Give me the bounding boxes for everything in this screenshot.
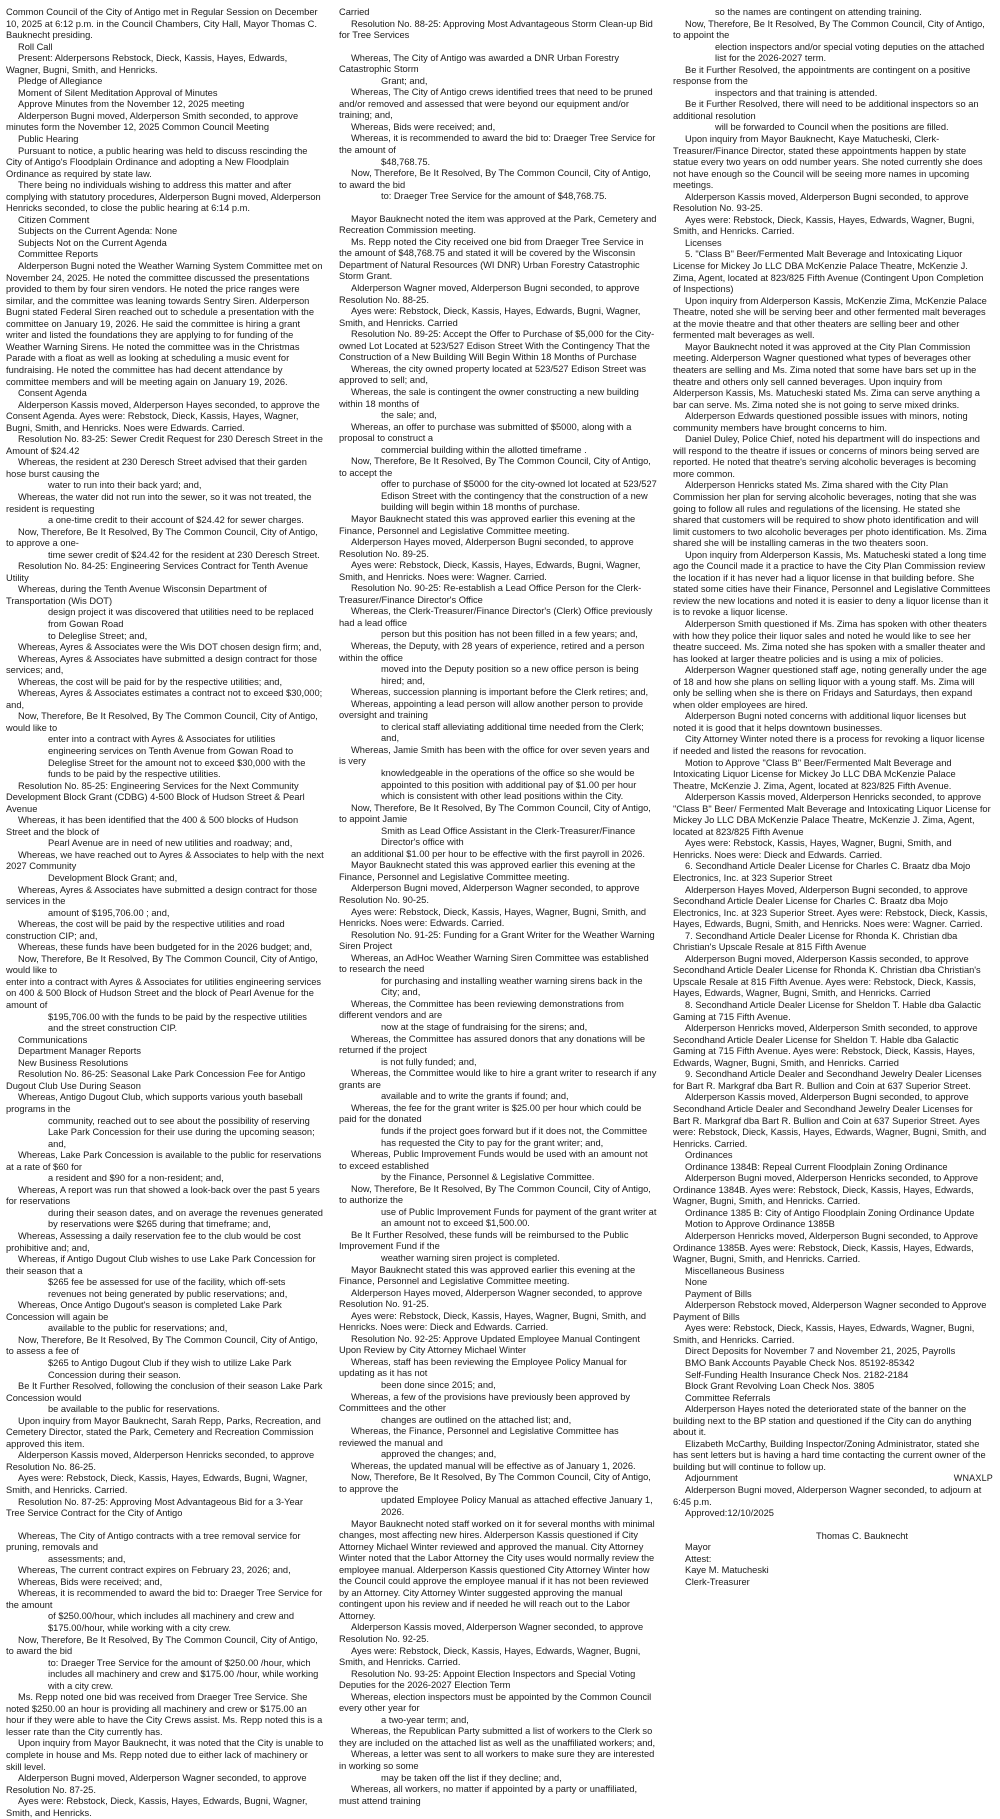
paragraph: Whereas, appointing a lead person will allow another person to provide oversight and training bbox=[339, 698, 643, 721]
paragraph: Adjournment bbox=[685, 1473, 738, 1484]
paragraph: weather warning siren project is completed. bbox=[381, 1252, 560, 1263]
paragraph: Ayes were: Rebstock, Kassis, Hayes, Wagner, Bugni, Smith, and Henricks. Noes were: Dieck and Edwards. Carried. bbox=[673, 838, 952, 860]
paragraph: Pursuant to notice, a public hearing was held to discuss rescinding the City of Antigo's Floodplain Ordinance and adopting a New Floodplain Ordinance as required by state law. bbox=[6, 145, 308, 179]
paragraph: Mayor Bauknecht stated this was approved earlier this evening at the Finance, Personnel and Legislative Committee meeting. bbox=[339, 1264, 636, 1287]
paragraph: Development Block Grant; and, bbox=[48, 873, 178, 884]
paragraph: Citizen Comment bbox=[18, 214, 90, 225]
paragraph: Resolution No. 86-25: Seasonal Lake Park Concession Fee for Antigo Dugout Club Use During Season bbox=[6, 1069, 306, 1091]
paragraph: Ms. Repp noted one bid was received from Draeger Tree Service. She noted $250.00 an hour is providing all machinery and crew or $175.00 an hour if they were able to have the City Crews assist. Ms. Repp noted this is a lesser rate than the City currently has. bbox=[6, 1692, 323, 1737]
paragraph: Alderperson Wagner moved, Alderperson Bugni seconded, to approve Resolution No. 88-25. bbox=[339, 283, 640, 305]
paragraph: Alderperson Henricks moved, Alderperson Bugni seconded, to Approve Ordinance 1385B. Ayes were: Rebstock, Dieck, Kassis, Hayes, Edwards, Wagner, Bugni, Smith, and Henricks. Carried. bbox=[673, 1230, 979, 1265]
paragraph: Alderperson Bugni moved, Alderperson Smith seconded, to approve minutes form the November 12, 2025 Common Council Meeting bbox=[6, 110, 299, 133]
paragraph: an additional $1.00 per hour to be effective with the first payroll in 2026. bbox=[351, 848, 645, 859]
paragraph: Licenses bbox=[685, 237, 722, 248]
paragraph: Whereas, Ayres & Associates estimates a contract not to exceed $30,000; and, bbox=[6, 688, 323, 710]
paragraph: Be It Further Resolved, these funds will be reimbursed to the Public Improvement Fund if the bbox=[339, 1229, 629, 1252]
paragraph: Alderperson Bugni moved, Alderperson Wagner seconded, to approve Resolution No. 90-25. bbox=[339, 883, 640, 906]
paragraph: Whereas, the Committee has been reviewing demonstrations from different vendors and are bbox=[339, 998, 624, 1021]
paragraph: Resolution No. 83-25: Sewer Credit Request for 230 Deresch Street in the Amount of $24.42 bbox=[6, 434, 323, 456]
paragraph: Direct Deposits for November 7 and November 21, 2025, Payrolls bbox=[685, 1346, 956, 1357]
paragraph: Whereas, Ayres & Associates have submitted a design contract for those services; and, bbox=[6, 653, 318, 676]
paragraph: Whereas, the Finance, Personnel and Legislative Committee has reviewed the manual and bbox=[339, 1426, 619, 1448]
paragraph: Alderperson Bugni moved, Alderperson Wagner seconded, to approve Resolution No. 87-25. bbox=[6, 1773, 307, 1795]
paragraph: Resolution No. 89-25: Accept the Offer to Purchase of $5,000 for the City-owned Lot Located at 523/527 Edison Street With the Contingency That the Construction of a New Building Will Begin Within 18 Months of Purchase bbox=[339, 329, 655, 363]
paragraph: Whereas, Once Antigo Dugout's season is completed Lake Park Concession will again be bbox=[6, 1300, 282, 1322]
paragraph: Resolution No. 90-25: Re-establish a Lead Office Person for the Clerk-Treasurer/Finance Director's Office bbox=[339, 583, 642, 605]
paragraph: time sewer credit of $24.42 for the resident at 230 Deresch Street. bbox=[48, 549, 320, 560]
paragraph: so the names are contingent on attending training. bbox=[715, 7, 922, 17]
paragraph: Whereas, a few of the provisions have previously been approved by Committees and the other bbox=[339, 1391, 631, 1414]
paragraph: enter into a contract with Ayres & Associates for utilities engineering services on Tenth Avenue from Gowan Road to Deleglise Street for the amount not to exceed $30,000 with the funds to be paid by the respective utilities. bbox=[48, 734, 306, 780]
paragraph: Whereas, we have reached out to Ayres & Associates to help with the next 2027 Community bbox=[6, 849, 324, 872]
paragraph: 9. Secondhand Article Dealer and Secondhand Jewelry Dealer Licenses for Bart R. Markgraf dba Bart R. Bullion and Coin at 637 Superior Street. bbox=[673, 1069, 982, 1091]
paragraph: Whereas, Bids were received; and, bbox=[18, 1576, 163, 1587]
paragraph: Ordinance 1385 B: City of Antigo Floodplain Zoning Ordinance Update bbox=[685, 1207, 975, 1218]
paragraph: Subjects on the Current Agenda: None bbox=[18, 226, 178, 237]
paragraph: Mayor Bauknecht noted the item was approved at the Park, Cemetery and Recreation Commission meeting. bbox=[339, 213, 657, 236]
paragraph: Alderperson Hayes moved, Alderperson Wagner seconded, to approve Resolution No. 91-25. bbox=[339, 1287, 643, 1310]
paragraph: Committee Reports bbox=[18, 249, 99, 260]
paragraph: enter into a contract with Ayres & Associates for utilities engineering services on 400 & 500 Block of Hudson Street and the block of Pearl Avenue for the amount of bbox=[6, 976, 322, 1011]
paragraph: Ayes were: Rebstock, Dieck, Kassis, Hayes, Edwards, Bugni, Wagner, Smith, and Henricks. bbox=[6, 1796, 308, 1818]
paragraph: Be it Further Resolved, the appointments are contingent on a positive response from the bbox=[673, 64, 971, 87]
paragraph: during their season dates, and on average the revenues generated by reservations were $265 during that timeframe; and, bbox=[48, 1207, 323, 1230]
paragraph: be available to the public for reservations. bbox=[48, 1404, 220, 1415]
paragraph: Alderperson Hayes Moved, Alderperson Bugni seconded, to approve Secondhand Article Dealer License for Charles C. Braatz dba Mojo Electronics, Inc. at 323 Superior Street. Ayes were: Rebstock, Dieck, Kassis, Hayes, Edwards, Bugni, Smith, and Henricks. Noes were: Wagner. Carried. bbox=[673, 884, 988, 930]
paragraph: 8. Secondhand Article Dealer License for Sheldon T. Hable dba Galactic Gaming at 715 Fifth Avenue. bbox=[673, 1000, 981, 1022]
paragraph: City Attorney Winter noted there is a process for revoking a liquor license if needed and listed the reasons for revocation. bbox=[673, 734, 985, 756]
paragraph: Whereas, the sale is contingent the owner constructing a new building within 18 months of bbox=[339, 386, 639, 409]
paragraph: Whereas, the fee for the grant writer is $25.00 per hour which could be paid for the donated bbox=[339, 1102, 642, 1125]
paragraph: Whereas, staff has been reviewing the Employee Policy Manual for updating as it has not bbox=[339, 1356, 627, 1379]
paragraph: Whereas, a letter was sent to all workers to make sure they are interested in working so some bbox=[339, 1749, 655, 1772]
text-column-1 bbox=[6, 7, 324, 1818]
paragraph: Alderperson Kassis moved, Alderperson Henricks seconded, to approve Resolution No. 86-25. bbox=[6, 1450, 315, 1472]
paragraph: available to the public for reservations; and, bbox=[48, 1323, 228, 1334]
paragraph: funds if the project goes forward but if it does not, the Committee has requested the City to pay for the grant writer; and, bbox=[381, 1125, 648, 1148]
paragraph: Alderperson Rebstock moved, Alderperson Wagner seconded to Approve Payment of Bills bbox=[673, 1300, 987, 1322]
paragraph: Whereas, the resident at 230 Deresch Street advised that their garden hose burst causing the bbox=[6, 457, 307, 479]
paragraph: Resolution No. 93-25: Appoint Election Inspectors and Special Voting Deputies for the 2026-2027 Election Term bbox=[339, 1668, 636, 1691]
paragraph: Now, Therefore, Be It Resolved, By The Common Council, City of Antigo, to award the bid bbox=[6, 1634, 318, 1657]
paragraph: Whereas, Antigo Dugout Club, which supports various youth baseball programs in the bbox=[6, 1092, 303, 1114]
paragraph: New Business Resolutions bbox=[18, 1057, 129, 1068]
paragraph: Mayor Bauknecht noted it was approved at the City Plan Commission meeting. Alderperson Wagner questioned what types of beverages other theaters are selling and Ms. Zima noted that some have bars set up in the theatre and others only sell canned beverages. Upon inquiry from Alderperson Kassis, Ms. Matucheski stated Ms. Zima can serve anything a bar can serve. Ms. Zima noted she is not going to serve mixed drinks. bbox=[673, 341, 980, 410]
paragraph: Mayor Bauknecht stated this was approved earlier this evening at the Finance, Personnel and Legislative Committee meeting. bbox=[339, 860, 636, 882]
paragraph: Alderperson Hayes noted the deteriorated state of the banner on the building next to the BP station and questioned if the City can do anything about it. bbox=[673, 1404, 972, 1438]
paragraph: Payment of Bills bbox=[685, 1288, 752, 1299]
paragraph: Be it Further Resolved, there will need to be additional inspectors so an additional resolution bbox=[673, 99, 979, 121]
paragraph: 6. Secondhand Article Dealer License for Charles C. Braatz dba Mojo Electronics, Inc. at 323 Superior Street bbox=[673, 861, 971, 884]
paragraph: Whereas, the cost will be paid by the respective utilities and road construction CIP; and, bbox=[6, 919, 285, 941]
publication-code: WNAXLP bbox=[953, 1473, 993, 1483]
paragraph: Now, Therefore, Be It Resolved, By The Common Council, City of Antigo, to accept the bbox=[339, 456, 651, 478]
paragraph: Resolution No. 88-25: Approving Most Advantageous Storm Clean-up Bid for Tree Services bbox=[339, 18, 653, 41]
paragraph: community, reached out to see about the possibility of reserving Lake Park Concession for their use during the upcoming season; and, bbox=[48, 1115, 315, 1149]
paragraph: Self-Funding Health Insurance Check Nos. 2182-2184 bbox=[685, 1369, 909, 1380]
paragraph: Whereas, Public Improvement Funds would be used with an amount not to exceed established bbox=[339, 1149, 648, 1171]
paragraph: Attest: bbox=[685, 1553, 712, 1564]
paragraph: Thomas C. Bauknecht bbox=[816, 1530, 908, 1541]
paragraph: will be forwarded to Council when the positions are filled. bbox=[715, 122, 949, 133]
paragraph: None bbox=[685, 1277, 708, 1288]
paragraph: approved the changes; and, bbox=[381, 1449, 497, 1460]
paragraph: Whereas, it is recommended to award the bid to: Draeger Tree Service for the amount of bbox=[339, 133, 656, 156]
paragraph: Grant; and, bbox=[381, 75, 428, 86]
paragraph: Resolution No. 91-25: Funding for a Grant Writer for the Weather Warning Siren Project bbox=[339, 929, 655, 952]
paragraph: Clerk-Treasurer bbox=[685, 1576, 750, 1587]
paragraph: Present: Alderpersons Rebstock, Dieck, Kassis, Hayes, Edwards, Wagner, Bugni, Smith, and Henricks. bbox=[6, 53, 288, 75]
paragraph: Alderperson Wagner questioned staff age, noting generally under the age of 18 and how she plans on selling liquor with a young staff. Ms. Zima will only be selling when she is there on Fridays and Saturdays, then expand when older employees are hired. bbox=[673, 665, 987, 710]
paragraph: Resolution No. 92-25: Approve Updated Employee Manual Contingent Upon Review by City Attorney Michael Winter bbox=[339, 1333, 640, 1356]
paragraph: Alderperson Bugni moved, Alderperson Henricks seconded, to Approve Ordinance 1384B. Ayes were: Rebstock, Dieck, Kassis, Hayes, Edwards, Wagner, Bugni, Smith, and Henricks. Carried. bbox=[673, 1173, 979, 1207]
paragraph: Whereas, these funds have been budgeted for in the 2026 budget; and, bbox=[18, 942, 313, 953]
paragraph: Elizabeth McCarthy, Building Inspector/Zoning Administrator, stated she has sent letters but is having a hard time contacting the current owner of the building but will continue to follow up. bbox=[673, 1438, 986, 1472]
paragraph: Communications bbox=[18, 1034, 88, 1045]
paragraph: Alderperson Kassis moved, Alderperson Henricks seconded, to approve "Class B" Beer/ Fermented Malt Beverage and Intoxicating Liquor License for Mickey Jo LLC DBA McKenzie Palace Theatre, McKenzie J. Zima, Agent, located at 823/825 Fifth Avenue bbox=[673, 792, 991, 837]
paragraph: 7. Secondhand Article Dealer License for Rhonda K. Christian dba Christian's Upscale Resale at 815 Fifth Avenue bbox=[673, 930, 958, 953]
paragraph: Mayor Bauknecht stated this was approved earlier this evening at the Finance, Personnel and Legislative Committee meeting. bbox=[339, 513, 636, 536]
paragraph: BMO Bank Accounts Payable Check Nos. 85192-85342 bbox=[685, 1357, 915, 1368]
paragraph: Committee Referrals bbox=[685, 1392, 771, 1403]
paragraph: of $250.00/hour, which includes all machinery and crew and $175.00/hour, while working with a city crew. bbox=[48, 1611, 294, 1634]
paragraph: Resolution No. 84-25: Engineering Services Contract for Tenth Avenue Utility bbox=[6, 561, 309, 583]
paragraph: Alderperson Smith questioned if Ms. Zima has spoken with other theaters with how they police their liquor sales and noted he would like to see her theatre succeed. Ms. Zima noted she has spoken with a smaller theater and has looked at larger theatre policies and is using a mix of policies. bbox=[673, 618, 987, 664]
paragraph: Whereas, The current contract expires on February 23, 2026; and, bbox=[18, 1565, 291, 1576]
paragraph: Ayes were: Rebstock, Dieck, Kassis, Hayes, Edwards, Wagner, Bugni, Smith, and Henricks. Carried. bbox=[673, 1323, 975, 1345]
paragraph: Ayes were: Rebstock, Dieck, Kassis, Hayes, Edwards, Bugni, Wagner, Smith, and Henricks. Carried bbox=[339, 306, 641, 328]
paragraph: Approved:12/10/2025 bbox=[685, 1508, 774, 1519]
paragraph: Ordinances bbox=[685, 1150, 733, 1161]
paragraph: Now, Therefore, Be It Resolved, By The Common Council, City of Antigo, to award the bid bbox=[339, 168, 651, 190]
paragraph: Resolution No. 87-25: Approving Most Advantageous Bid for a 3-Year Tree Service Contract for the City of Antigo bbox=[6, 1496, 303, 1519]
paragraph: moved into the Deputy position so a new office person is being hired; and, bbox=[381, 664, 639, 686]
paragraph: Alderperson Hayes moved, Alderperson Bugni seconded, to approve Resolution No. 89-25. bbox=[339, 537, 634, 559]
paragraph: Whereas, Lake Park Concession is available to the public for reservations at a rate of $60 for bbox=[6, 1150, 322, 1172]
paragraph: Whereas, A report was run that showed a look-back over the past 5 years for reservations bbox=[6, 1184, 320, 1207]
paragraph: $265 to Antigo Dugout Club if they wish to utilize Lake Park Concession during their season. bbox=[48, 1357, 292, 1380]
paragraph: $265 fee be assessed for use of the facility, which off-sets revenues not being generated by public reservations; and, bbox=[48, 1277, 288, 1299]
paragraph: inspectors and that training is attended. bbox=[715, 87, 878, 98]
paragraph: the sale; and, bbox=[381, 410, 437, 421]
paragraph: assessments; and, bbox=[48, 1553, 126, 1564]
paragraph: to Deleglise Street; and, bbox=[48, 630, 148, 641]
paragraph: Now, Therefore, Be It Resolved, By The Common Council, City of Antigo, to approve the bbox=[339, 1472, 651, 1494]
paragraph: Alderperson Bugni noted the Weather Warning System Committee met on November 24, 2025. He noted the committee discussed the presentations provided to them by four siren vendors. He noted the price ranges were similar, and the committee was leaning towards Sentry Siren. Alderperson Bugni stated Federal Siren reached out to schedule a presentation with the committee on January 19, 2026. He said the committee is hiring a grant writer and listed the foundations they are applying to for funding of the Weather Warning Sirens. He noted the committee was in the Christmas Parade with a float as well as looking at scheduling a music event for fundraising. He noted the committee has had decent attendance by committee members and will be meeting again on January 19, 2026. bbox=[6, 261, 323, 387]
paragraph: Whereas, election inspectors must be appointed by the Common Council every other year for bbox=[339, 1691, 652, 1714]
paragraph: Whereas, the Deputy, with 28 years of experience, retired and a person within the office bbox=[339, 640, 645, 663]
paragraph: Public Hearing bbox=[18, 134, 79, 145]
paragraph: to clerical staff alleviating additional time needed from the Clerk; and, bbox=[381, 721, 644, 744]
paragraph: Alderperson Kassis moved, Alderperson Wagner seconded, to approve Resolution No. 92-25. bbox=[339, 1622, 644, 1645]
paragraph: Ordinance 1384B: Repeal Current Floodplain Zoning Ordinance bbox=[685, 1161, 948, 1172]
paragraph: Miscellaneous Business bbox=[685, 1265, 785, 1276]
paragraph: Whereas, the Committee would like to hire a grant writer to research if any grants are bbox=[339, 1068, 657, 1090]
paragraph: Whereas, the cost will be paid for by the respective utilities; and, bbox=[18, 676, 283, 687]
paragraph: updated Employee Policy Manual as attached effective January 1, 2026. bbox=[381, 1495, 653, 1517]
paragraph: $195,706.00 with the funds to be paid by the respective utilities and the street construction CIP. bbox=[48, 1011, 307, 1034]
paragraph: by the Finance, Personnel & Legislative Committee. bbox=[381, 1172, 595, 1183]
paragraph: Whereas, Assessing a daily reservation fee to the club would be cost prohibitive and; and, bbox=[6, 1230, 301, 1253]
paragraph: been done since 2015; and, bbox=[381, 1379, 496, 1390]
paragraph: person but this position has not been filled in a few years; and, bbox=[381, 629, 638, 640]
paragraph: Pledge of Allegiance bbox=[18, 76, 103, 87]
paragraph: changes are outlined on the attached list; and, bbox=[381, 1414, 572, 1425]
paragraph: water to run into their back yard; and, bbox=[48, 480, 202, 491]
paragraph: Now, Therefore, Be It Resolved, By The Common Council, City of Antigo, to appoint Jamie bbox=[339, 802, 651, 825]
paragraph: Whereas, during the Tenth Avenue Wisconsin Department of Transportation (Wis DOT) bbox=[6, 584, 267, 606]
spacer bbox=[673, 1520, 991, 1531]
paragraph: a two-year term; and, bbox=[381, 1714, 469, 1725]
paragraph: now at the stage of fundraising for the sirens; and, bbox=[381, 1022, 588, 1033]
paragraph: Now, Therefore, Be It Resolved, By The Common Council, City of Antigo, to appoint the bbox=[673, 18, 985, 41]
paragraph: Whereas, the Clerk-Treasurer/Finance Director's (Clerk) Office previously had a lead office bbox=[339, 606, 653, 628]
paragraph: Whereas, an offer to purchase was submitted of $5000, along with a proposal to construct a bbox=[339, 421, 632, 444]
paragraph: Upon inquiry from Mayor Bauknecht, Sarah Repp, Parks, Recreation, and Cemetery Director, stated the Park, Cemetery and Recreation Commission approved this item. bbox=[6, 1415, 321, 1449]
paragraph: Whereas, the Committee has assured donors that any donations will be returned if the project bbox=[339, 1033, 646, 1056]
paragraph: Upon inquiry from Alderperson Kassis, McKenzie Zima, McKenzie Palace Theatre, noted she will be serving beer and other fermented malt beverages at the movie theatre and that other theaters are selling beer and other fermented malt beverages as well. bbox=[673, 295, 987, 341]
paragraph: Now, Therefore, Be It Resolved, By The Common Council, City of Antigo, would like to bbox=[6, 711, 318, 733]
paragraph: Be It Further Resolved, following the conclusion of their season Lake Park Concession would bbox=[6, 1381, 323, 1403]
paragraph: commercial building within the allotted timeframe . bbox=[381, 444, 587, 455]
paragraph: Whereas, the updated manual will be effective as of January 1, 2026. bbox=[351, 1460, 636, 1471]
paragraph: Now, Therefore, Be It Resolved, By The Common Council, City of Antigo, to authorize the bbox=[339, 1183, 651, 1206]
paragraph: Ayes were: Rebstock, Dieck, Kassis, Hayes, Wagner, Bugni, Smith, and Henricks. Noes were: Dieck and Edwards. Carried. bbox=[339, 1310, 647, 1333]
paragraph: Now, Therefore, Be It Resolved, By The Common Council, City of Antigo, would like to bbox=[6, 953, 318, 976]
text-column-3 bbox=[673, 7, 991, 1587]
paragraph: Alderperson Bugni noted concerns with additional liquor licenses but noted it is good that it helps downtown businesses. bbox=[673, 711, 967, 733]
paragraph: Alderperson Edwards questioned possible issues with minors, noting community members have brought concerns to him. bbox=[673, 411, 968, 433]
paragraph: Whereas, Ayres & Associates were the Wis DOT chosen design firm; and, bbox=[18, 642, 322, 653]
paragraph: Alderperson Henricks moved, Alderperson Smith seconded, to approve Secondhand Article Dealer License for Sheldon T. Hable dba Galactic Gaming at 715 Fifth Avenue. Ayes were: Rebstock, Dieck, Kassis, Hayes, Edwards, Wagner, Bugni, Smith, and Henricks. Carried bbox=[673, 1023, 978, 1068]
paragraph: Alderperson Bugni moved, Alderperson Kassis seconded, to approve Secondhand Article Dealer License for Rhonda K. Christian dba Christian's Upscale Resale at 815 Fifth Avenue. Ayes were: Rebstock, Dieck, Kassis, Hayes, Edwards, Wagner, Bugni, Smith, and Henricks. Carried bbox=[673, 953, 981, 999]
paragraph: Subjects Not on the Current Agenda bbox=[18, 237, 167, 248]
paragraph: Whereas, Bids were received; and, bbox=[351, 121, 496, 132]
paragraph: Mayor Bauknecht noted staff worked on it for several months with minimal changes, most affecting new hires. Alderperson Kassis questioned if City Attorney Michael Winter reviewed and approved the manual. City Attorney Winter noted that the Labor Attorney the City uses would normally review the employee manual. Alderperson Kassis questioned City Attorney Winter how the Council could approve the employee manual if it has not been reviewed by an Attorney. City Attorney Winter suggested approving the manual contingent upon his review and if needed he will reach out to the Labor Attorney. bbox=[339, 1518, 655, 1621]
paragraph: Ayes were: Rebstock, Dieck, Kassis, Hayes, Edwards, Wagner, Bugni, Smith, and Henricks. Carried. bbox=[673, 214, 975, 237]
paragraph: Whereas, Ayres & Associates have submitted a design contract for those services in the bbox=[6, 884, 318, 907]
text-column-2 bbox=[339, 7, 657, 1806]
paragraph: Consent Agenda bbox=[18, 388, 87, 399]
paragraph: available and to write the grants if found; and, bbox=[381, 1091, 569, 1102]
paragraph: Upon inquiry from Mayor Bauknecht, Kaye Matucheski, Clerk-Treasurer/Finance Director, stated these appointments happen by state statue every two years on odd number years. She noted currently she does not have enough so the Council will be seeing more names in upcoming meetings. bbox=[673, 134, 983, 191]
spacer bbox=[6, 1520, 324, 1531]
paragraph: election inspectors and/or special voting deputies on the attached list for the 2026-2027 term. bbox=[715, 41, 985, 64]
paragraph: Daniel Duley, Police Chief, noted his department will do inspections and will respond to the theatre if issues or concerns of minors being served are reported. He noted that theatre's serving alcoholic beverages is becoming more common. bbox=[673, 434, 980, 479]
paragraph: Ayes were: Rebstock, Dieck, Kassis, Hayes, Wagner, Bugni, Smith, and Henricks. Noes were: Edwards. Carried. bbox=[339, 906, 647, 929]
paragraph: may be taken off the list if they decline; and, bbox=[381, 1772, 562, 1783]
paragraph: Alderperson Bugni moved, Alderperson Wagner seconded, to adjourn at 6:45 p.m. bbox=[673, 1485, 982, 1507]
paragraph: Whereas, it has been identified that the 400 & 500 blocks of Hudson Street and the block of bbox=[6, 815, 299, 837]
paragraph: Alderperson Kassis moved, Alderperson Hayes seconded, to approve the Consent Agenda. Ayes were: Rebstock, Dieck, Kassis, Hayes, Wagner, Bugni, Smith, and Henricks. Noes were Edwards. Carried. bbox=[6, 399, 320, 433]
paragraph: Alderperson Henricks stated Ms. Zima shared with the City Plan Commission her plan for serving alcoholic beverages, noting that she was going to follow all rules and regulations of the licensing. He stated she shared that customers will be required to show photo identification and will limit customers to two alcoholic beverages per photo identification. Ms. Zima shared she will be installing cameras in the two theaters soon. bbox=[673, 480, 987, 549]
paragraph: use of Public Improvement Funds for payment of the grant writer at an amount not to exceed $1,500.00. bbox=[381, 1206, 657, 1229]
paragraph: Now, Therefore, Be It Resolved, By The Common Council, City of Antigo, to assess a fee of bbox=[6, 1334, 318, 1357]
paragraph: Whereas, Jamie Smith has been with the office for over seven years and is very bbox=[339, 744, 650, 767]
paragraph: a one-time credit to their account of $24.42 for sewer charges. bbox=[48, 515, 304, 526]
paragraph: Block Grant Revolving Loan Check Nos. 3805 bbox=[685, 1381, 875, 1392]
paragraph: Motion to Approve "Class B" Beer/Fermented Malt Beverage and Intoxicating Liquor License for Mickey Jo LLC DBA McKenzie Palace Theatre, McKenzie J. Zima, Agent, located at 823/825 Fifth Avenue. bbox=[673, 757, 956, 791]
paragraph: Ayes were: Rebstock, Dieck, Kassis, Hayes, Edwards, Bugni, Wagner, Smith, and Henricks. Noes were: Wagner. Carried. bbox=[339, 560, 641, 582]
paragraph: Whereas, if Antigo Dugout Club wishes to use Lake Park Concession for their season that a bbox=[6, 1254, 316, 1276]
paragraph: There being no individuals wishing to address this matter and after complying with statutory procedures, Alderperson Bugni moved, Alderperson Henricks seconded, to close the public hearing at 6:14 p.m. bbox=[6, 180, 321, 214]
paragraph: a resident and $90 for a non-resident; and, bbox=[48, 1173, 224, 1184]
paragraph: Alderperson Kassis moved, Alderperson Bugni seconded, to approve Secondhand Article Dealer and Secondhand Jewelry Dealer Licenses for Bart R. Markgraf dba Bart R. Bullion and Coin at 637 Superior Street. Ayes were: Rebstock, Dieck, Kassis, Hayes, Edwards, Wagner, Bugni, Smith, and Henricks. Carried. bbox=[673, 1092, 987, 1149]
paragraph: $48,768.75. bbox=[381, 156, 431, 167]
paragraph: Whereas, the water did not run into the sewer, so it was not treated, the resident is requesting bbox=[6, 491, 312, 514]
paragraph: Resolution No. 85-25: Engineering Services for the Next Community Development Block Grant (CDBG) 4-500 Block of Hudson Street & Pearl Avenue bbox=[6, 780, 305, 814]
paragraph: Approve Minutes from the November 12, 2025 meeting bbox=[18, 99, 245, 110]
paragraph: Mayor bbox=[685, 1542, 711, 1553]
paragraph: Ms. Repp noted the City received one bid from Draeger Tree Service in the amount of $48,768.75 and stated it will be covered by the Wisconsin Department of Natural Resources (WI DNR) Urban Forestry Catastrophic Storm Grant. bbox=[339, 236, 644, 282]
paragraph: Upon inquiry from Mayor Bauknecht, it was noted that the City is unable to complete in house and Ms. Repp noted due to either lack of machinery or skill level. bbox=[6, 1738, 324, 1772]
paragraph: to: Draeger Tree Service for the amount of $250.00 /hour, which includes all machinery and crew and $175.00 /hour, while working with a city crew. bbox=[48, 1657, 319, 1691]
paragraph: Now, Therefore, Be It Resolved, By The Common Council, City of Antigo, to approve a one- bbox=[6, 526, 318, 549]
paragraph: Whereas, all workers, no matter if appointed by a party or unaffiliated, must attend training bbox=[339, 1784, 638, 1806]
spacer bbox=[339, 42, 657, 53]
paragraph: Whereas, The City of Antigo contracts with a tree removal service for pruning, removals and bbox=[6, 1530, 301, 1553]
paragraph: Whereas, it is recommended to award the bid to: Draeger Tree Service for the amount bbox=[6, 1588, 323, 1610]
paragraph: Department Manager Reports bbox=[18, 1046, 141, 1057]
paragraph: Whereas, The City of Antigo crews identified trees that need to be pruned and/or removed and assessed that were beyond our equipment and/or training; and, bbox=[339, 87, 653, 121]
paragraph: Whereas, the Republican Party submitted a list of workers to the Clerk so they are included on the attached list as well as the unaffiliated workers; and, bbox=[339, 1726, 656, 1748]
paragraph: Whereas, the city owned property located at 523/527 Edison Street was approved to sell; and, bbox=[339, 363, 647, 386]
paragraph: Carried bbox=[339, 7, 370, 17]
paragraph: to: Draeger Tree Service for the amount of $48,768.75. bbox=[381, 191, 607, 202]
spacer bbox=[339, 203, 657, 214]
paragraph: Ayes were: Rebstock, Dieck, Kassis, Hayes, Edwards, Bugni, Wagner, Smith, and Henricks. Carried. bbox=[6, 1473, 308, 1495]
paragraph: 5. "Class B" Beer/Fermented Malt Beverage and Intoxicating Liquor License for Mickey Jo LLC DBA McKenzie Palace Theatre, McKenzie J. Zima, Agent, located at 823/825 Fifth Avenue (Contingent Upon Completion of Inspections) bbox=[673, 249, 984, 295]
paragraph: Common Council of the City of Antigo met in Regular Session on December 10, 2025 at 6:12 p.m. in the Council Chambers, City Hall, Mayor Thomas C. Bauknecht presiding. bbox=[6, 7, 318, 41]
paragraph: Moment of Silent Meditation Approval of Minutes bbox=[18, 87, 218, 98]
paragraph: Pearl Avenue are in need of new utilities and roadway; and, bbox=[48, 838, 293, 849]
paragraph: for purchasing and installing weather warning sirens back in the City; and, bbox=[381, 975, 643, 998]
paragraph: Ayes were: Rebstock, Dieck, Kassis, Hayes, Edwards, Wagner, Bugni, Smith, and Henricks. Carried. bbox=[339, 1645, 641, 1668]
paragraph: knowledgeable in the operations of the office so she would be appointed to this position with additional pay of $1.00 per hour which is consistent with other lead positions within the City. bbox=[381, 768, 637, 802]
paragraph: Motion to Approve Ordinance 1385B bbox=[685, 1219, 835, 1230]
paragraph: design project it was discovered that utilities need to be replaced from Gowan Road bbox=[48, 607, 314, 629]
paragraph: Whereas, an AdHoc Weather Warning Siren Committee was established to research the need bbox=[339, 952, 649, 975]
paragraph: Alderperson Kassis moved, Alderperson Bugni seconded, to approve Resolution No. 93-25. bbox=[673, 191, 969, 214]
paragraph: Smith as Lead Office Assistant in the Clerk-Treasurer/Finance Director's office with bbox=[381, 825, 636, 848]
paragraph: offer to purchase of $5000 for the city-owned lot located at 523/527 Edison Street with the contingency that the construction of a new building will begin within 18 months of purchase. bbox=[381, 479, 657, 513]
paragraph: Whereas, succession planning is important before the Clerk retires; and, bbox=[351, 687, 649, 698]
paragraph: Whereas, The City of Antigo was awarded a DNR Urban Forestry Catastrophic Storm bbox=[339, 52, 619, 75]
paragraph: Upon inquiry from Alderperson Kassis, Ms. Matucheski stated a long time ago the Council made it a practice to have the City Plan Commission review the location if it has never had a liquor license in that building before. She stated some cities have their Finance, Personnel and Legislative Committees review the new locations and noted it is easier to deny a liquor license than it is to revoke a liquor license. bbox=[673, 549, 991, 618]
paragraph: Roll Call bbox=[18, 41, 53, 52]
paragraph: is not fully funded; and, bbox=[381, 1056, 477, 1067]
paragraph: Kaye M. Matucheski bbox=[685, 1565, 769, 1576]
paragraph: amount of $195,706.00 ; and, bbox=[48, 907, 170, 918]
